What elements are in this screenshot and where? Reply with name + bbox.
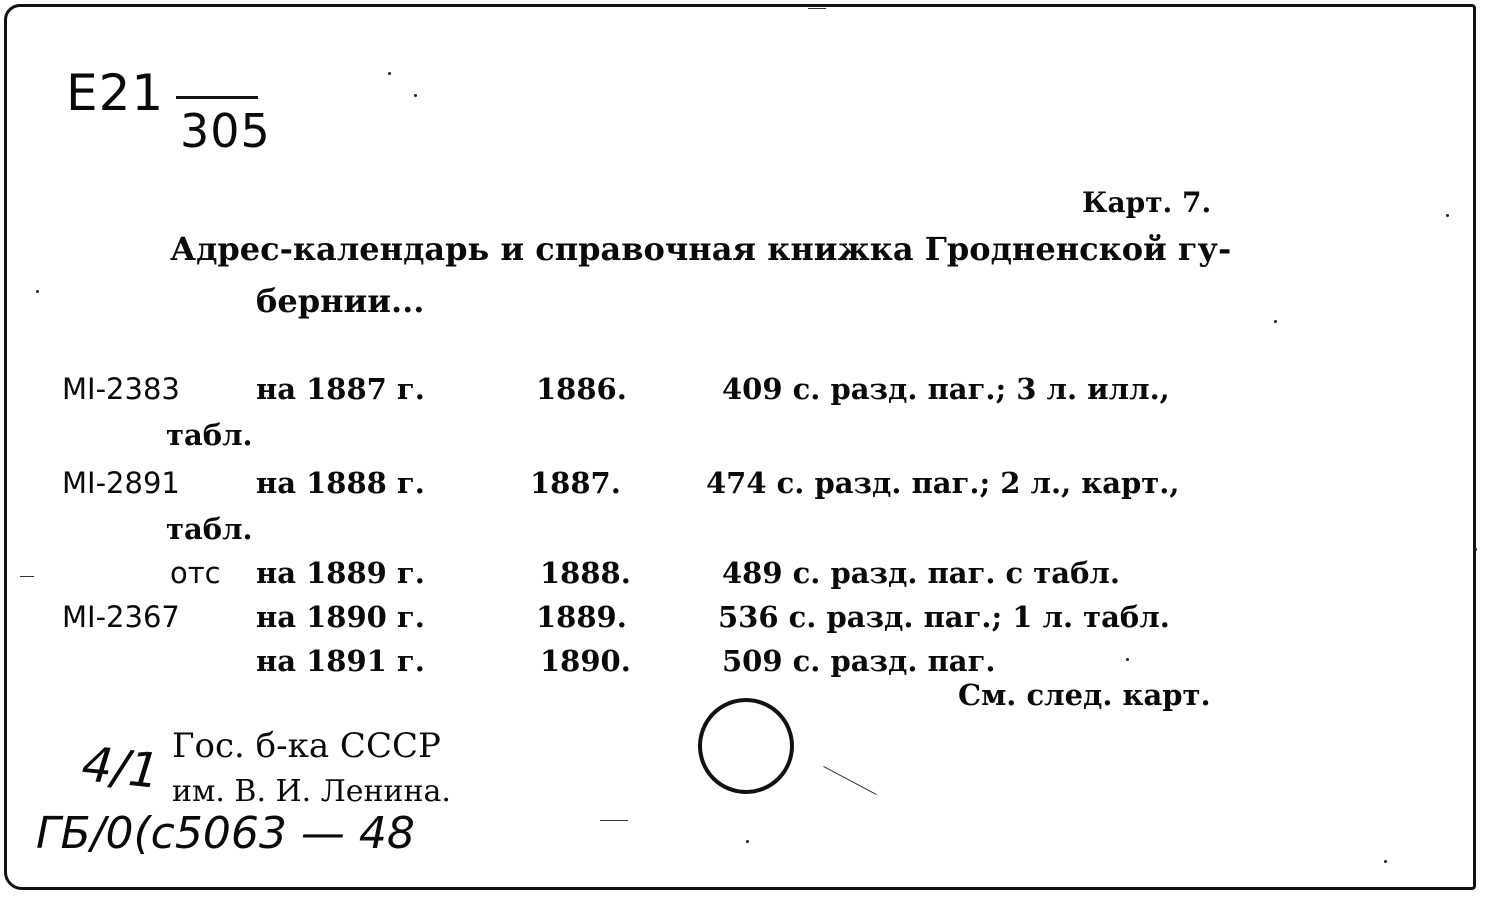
shelf-mark: MI-2891 <box>62 466 180 500</box>
see-next-card: См. след. карт. <box>958 678 1211 712</box>
entry-description: 409 с. разд. паг.; 3 л. илл., <box>722 372 1170 406</box>
scan-speck <box>1446 214 1449 217</box>
library-name-line-2: им. В. И. Ленина. <box>172 774 451 809</box>
entry-year: на 1887 г. <box>256 372 425 406</box>
handwritten-fraction: 4/1 <box>79 736 162 800</box>
entry-year: на 1889 г. <box>256 556 425 590</box>
call-number-bottom: 305 <box>180 104 271 158</box>
entry-publication-year: 1888. <box>540 556 631 590</box>
entry-publication-year: 1889. <box>536 600 627 634</box>
entry-publication-year: 1886. <box>536 372 627 406</box>
scan-speck <box>388 72 391 75</box>
scan-speck <box>414 94 417 97</box>
card-label: Карт. 7. <box>1082 186 1212 219</box>
entry-description-continued: табл. <box>166 512 253 546</box>
scan-speck <box>36 290 39 293</box>
scan-speck <box>746 840 749 843</box>
entry-year: на 1888 г. <box>256 466 425 500</box>
scan-scratch <box>808 8 826 9</box>
shelf-mark-absent: отс <box>170 556 221 590</box>
scan-speck <box>1384 860 1387 863</box>
entry-publication-year: 1890. <box>540 644 631 678</box>
entry-description: 474 с. разд. паг.; 2 л., карт., <box>706 466 1180 500</box>
call-number-divider <box>176 96 258 99</box>
shelf-mark: MI-2367 <box>62 600 180 634</box>
title-line-2: бернии... <box>256 282 425 320</box>
entry-description: 509 с. разд. паг. <box>722 644 996 678</box>
title-line-1: Адрес-календарь и справочная книжка Гродненской гу- <box>170 230 1232 268</box>
entry-publication-year: 1887. <box>530 466 621 500</box>
scan-scratch <box>20 576 34 577</box>
entry-year: на 1890 г. <box>256 600 425 634</box>
scan-scratch <box>600 820 628 821</box>
shelf-mark: MI-2383 <box>62 372 180 406</box>
scan-speck <box>1274 320 1277 323</box>
entry-description: 536 с. разд. паг.; 1 л. табл. <box>718 600 1170 634</box>
stamp-circle <box>698 698 794 794</box>
library-name-line-1: Гос. б-ка СССР <box>172 726 441 766</box>
entry-description-continued: табл. <box>166 418 253 452</box>
scan-speck <box>1474 548 1477 551</box>
handwritten-code: ГБ/0(с5063 — 48 <box>36 808 415 859</box>
entry-description: 489 с. разд. паг. с табл. <box>722 556 1120 590</box>
call-number-top: E21 <box>66 64 165 122</box>
entry-year: на 1891 г. <box>256 644 425 678</box>
scan-speck <box>1126 658 1129 661</box>
